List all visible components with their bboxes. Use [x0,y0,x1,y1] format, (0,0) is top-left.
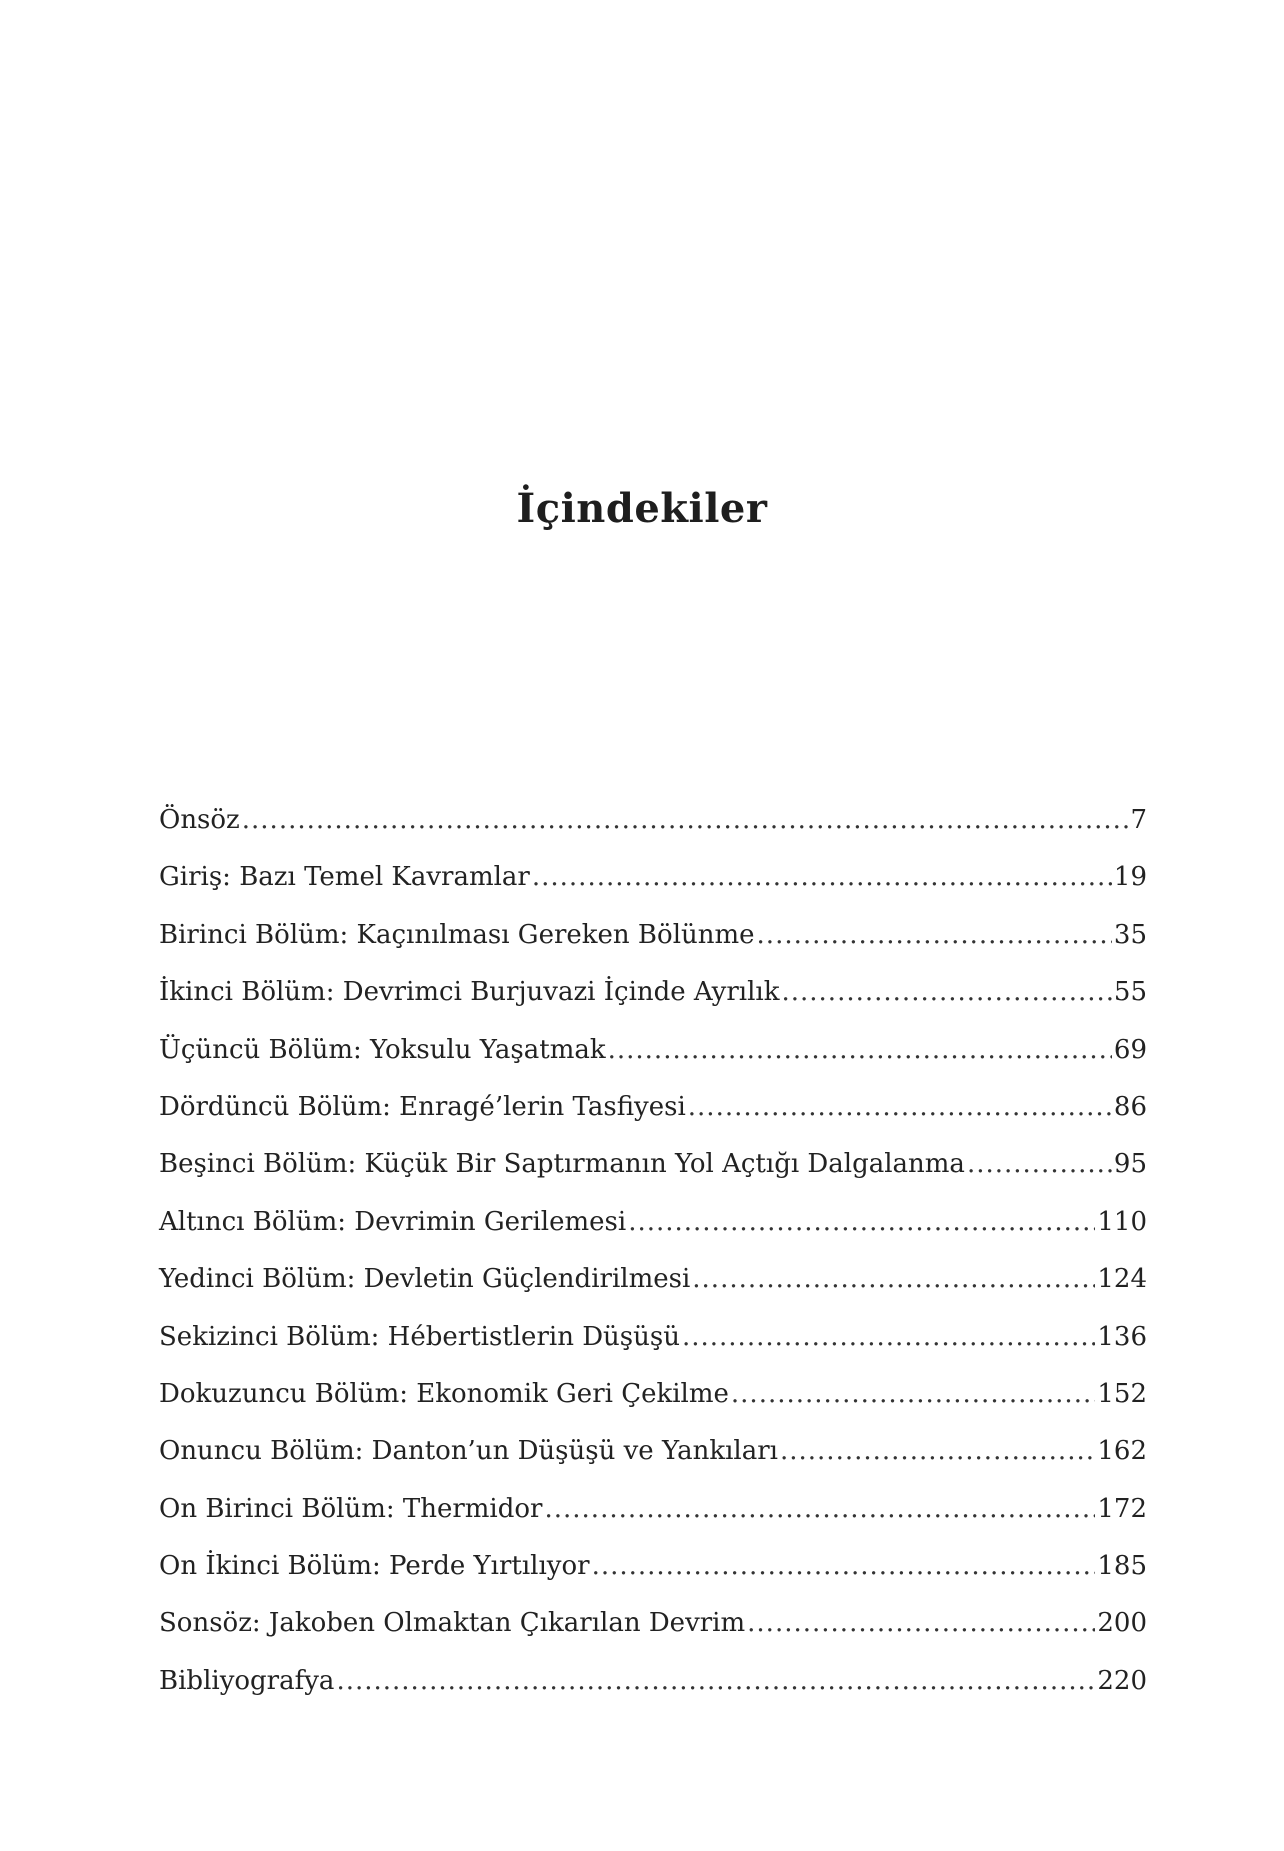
toc-entry-chapter-3[interactable] [159,1035,1147,1092]
toc-entry-chapter-5[interactable] [159,1149,1147,1206]
toc-entry-page: 19 [1113,862,1147,893]
toc-entry-page: 7 [1130,805,1147,835]
toc-entry-page: 55 [1113,977,1147,1008]
toc-leader-dots [532,862,1112,893]
toc-entry-chapter-11[interactable] [159,1494,1147,1551]
toc-entry-label: Yedinci Bölüm: Devletin Güçlendirilmesi [159,1264,691,1295]
toc-entry-sonsoz[interactable] [159,1608,1147,1665]
toc-entry-page: 200 [1097,1608,1147,1639]
toc-leader-dots [592,1551,1096,1582]
toc-entry-page: 172 [1097,1493,1147,1524]
toc-entry-label: Üçüncü Bölüm: Yoksulu Yaşatmak [159,1034,606,1065]
toc-leader-dots [608,1035,1112,1066]
toc-entry-label: On Birinci Bölüm: Thermidor [159,1493,543,1524]
toc-entry-giris[interactable] [159,862,1147,919]
toc-leader-dots [688,1092,1112,1123]
toc-leader-dots [544,1494,1095,1525]
toc-leader-dots [747,1608,1095,1639]
toc-entry-label: On İkinci Bölüm: Perde Yırtılıyor [159,1551,590,1582]
page-title: İçindekiler [516,484,768,532]
toc-entry-page: 124 [1097,1264,1147,1295]
toc-entry-page: 220 [1097,1665,1147,1696]
toc-leader-dots [731,1379,1095,1410]
toc-entry-label: İkinci Bölüm: Devrimci Burjuvazi İçinde Ayrılık [159,977,780,1008]
toc-entry-page: 69 [1113,1034,1147,1065]
toc-entry-label: Sonsöz: Jakoben Olmaktan Çıkarılan Devrim [159,1608,746,1639]
toc-entry-label: Sekizinci Bölüm: Hébertistlerin Düşüşü [159,1321,680,1352]
toc-leader-dots [692,1264,1095,1295]
table-of-contents [159,805,1147,1723]
toc-entry-label: Giriş: Bazı Temel Kavramlar [159,862,530,893]
toc-entry-chapter-1[interactable] [159,920,1147,977]
toc-entry-chapter-8[interactable] [159,1322,1147,1379]
toc-entry-label: Birinci Bölüm: Kaçınılması Gereken Bölünme [159,919,755,950]
toc-entry-chapter-7[interactable] [159,1264,1147,1321]
toc-leader-dots [780,1436,1095,1467]
toc-entry-onsoz[interactable] [159,805,1147,862]
toc-entry-chapter-6[interactable] [159,1207,1147,1264]
toc-entry-page: 152 [1097,1378,1147,1409]
toc-entry-page: 162 [1097,1436,1147,1467]
toc-entry-page: 185 [1097,1551,1147,1582]
toc-entry-label: Bibliyografya [159,1665,335,1696]
toc-leader-dots [967,1149,1112,1180]
toc-leader-dots [757,920,1112,951]
toc-entry-chapter-4[interactable] [159,1092,1147,1149]
toc-leader-dots [781,977,1111,1008]
toc-leader-dots [242,805,1129,836]
toc-entry-page: 136 [1097,1321,1147,1352]
toc-entry-chapter-2[interactable] [159,977,1147,1034]
toc-entry-page: 95 [1113,1149,1147,1180]
toc-entry-chapter-12[interactable] [159,1551,1147,1608]
toc-entry-bibliyografya[interactable] [159,1666,1147,1723]
toc-leader-dots [336,1666,1095,1697]
toc-entry-page: 86 [1113,1091,1147,1122]
toc-leader-dots [682,1322,1095,1353]
toc-entry-label: Dördüncü Bölüm: Enragé’lerin Tasfiyesi [159,1091,686,1122]
toc-entry-page: 110 [1097,1206,1147,1237]
toc-entry-chapter-10[interactable] [159,1436,1147,1493]
toc-entry-label: Beşinci Bölüm: Küçük Bir Saptırmanın Yol Açtığı Dalgalanma [159,1149,965,1180]
toc-entry-label: Altıncı Bölüm: Devrimin Gerilemesi [159,1206,627,1237]
toc-entry-chapter-9[interactable] [159,1379,1147,1436]
toc-entry-page: 35 [1113,919,1147,950]
toc-entry-label: Önsöz [159,805,240,835]
toc-entry-label: Onuncu Bölüm: Danton’un Düşüşü ve Yankıları [159,1436,778,1467]
toc-leader-dots [628,1207,1095,1238]
toc-entry-label: Dokuzuncu Bölüm: Ekonomik Geri Çekilme [159,1378,729,1409]
